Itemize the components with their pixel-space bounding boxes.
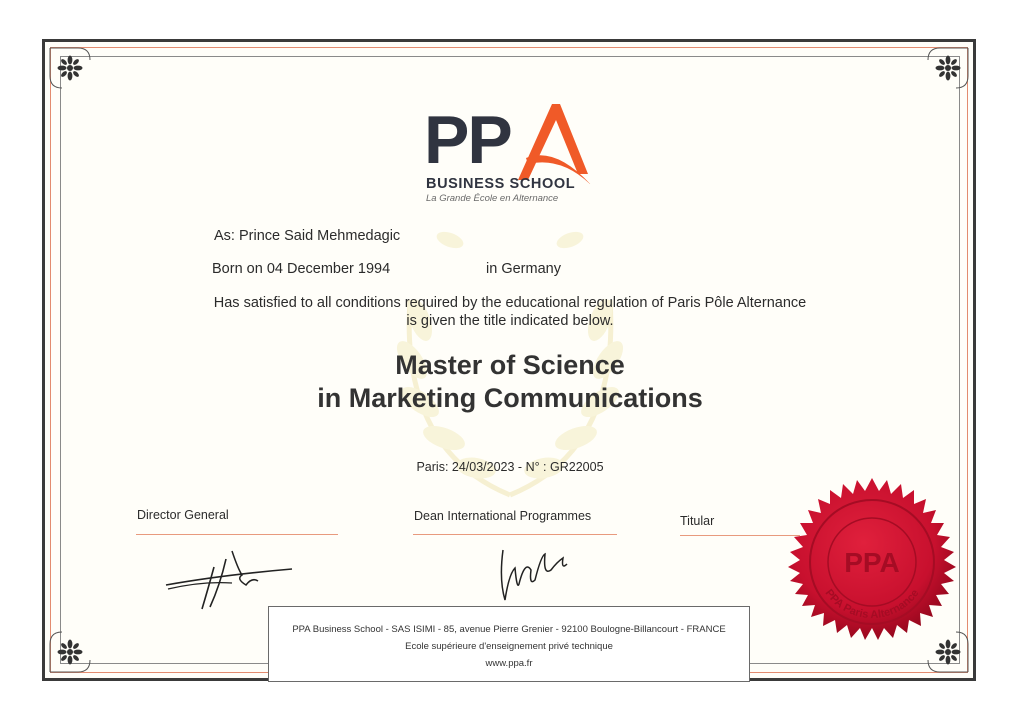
dean-signature-line [413,534,617,535]
titular-signature-line [680,535,800,536]
ppa-logo [420,100,620,210]
birth-place: in Germany [486,261,561,277]
birth-date: Born on 04 December 1994 [212,261,391,277]
footer-address-box [268,606,750,682]
corner-ornament-bottom-left [48,630,92,674]
seal-center-text: PPA [844,547,900,578]
issue-date-number: Paris: 24/03/2023 - N° : GR22005 [416,460,604,474]
footer-school-type: Ecole supérieure d'enseignement privé technique [405,641,613,652]
logo-business-school: BUSINESS SCHOOL [426,176,576,192]
recipient-name: As: Prince Said Mehmedagic [214,228,401,244]
degree-specialty: in Marketing Communications [317,383,703,413]
logo-a-mark [512,100,594,184]
statement-line-2: is given the title indicated below. [406,313,614,329]
seal-ring-text: PPA Paris Alternance [822,587,922,622]
statement-line-1: Has satisfied to all conditions required by the educational regulation of Paris Pôle Alternance [213,295,807,311]
dean-signature [495,540,575,615]
dean-label: Dean International Programmes [414,509,592,523]
director-general-label: Director General [137,508,229,522]
director-signature-line [136,534,338,535]
logo-ppa-text: PP [424,102,511,178]
titular-label: Titular [680,514,715,528]
corner-ornament-top-right [926,46,970,90]
logo-tagline: La Grande École en Alternance [426,193,559,204]
corner-ornament-top-left [48,46,92,90]
footer-website: www.ppa.fr [485,658,533,669]
red-wax-seal [786,476,958,648]
footer-address: PPA Business School - SAS ISIMI - 85, avenue Pierre Grenier - 92100 Boulogne-Billancourt - FRANCE [292,624,726,635]
degree-title: Master of Science [395,350,625,380]
